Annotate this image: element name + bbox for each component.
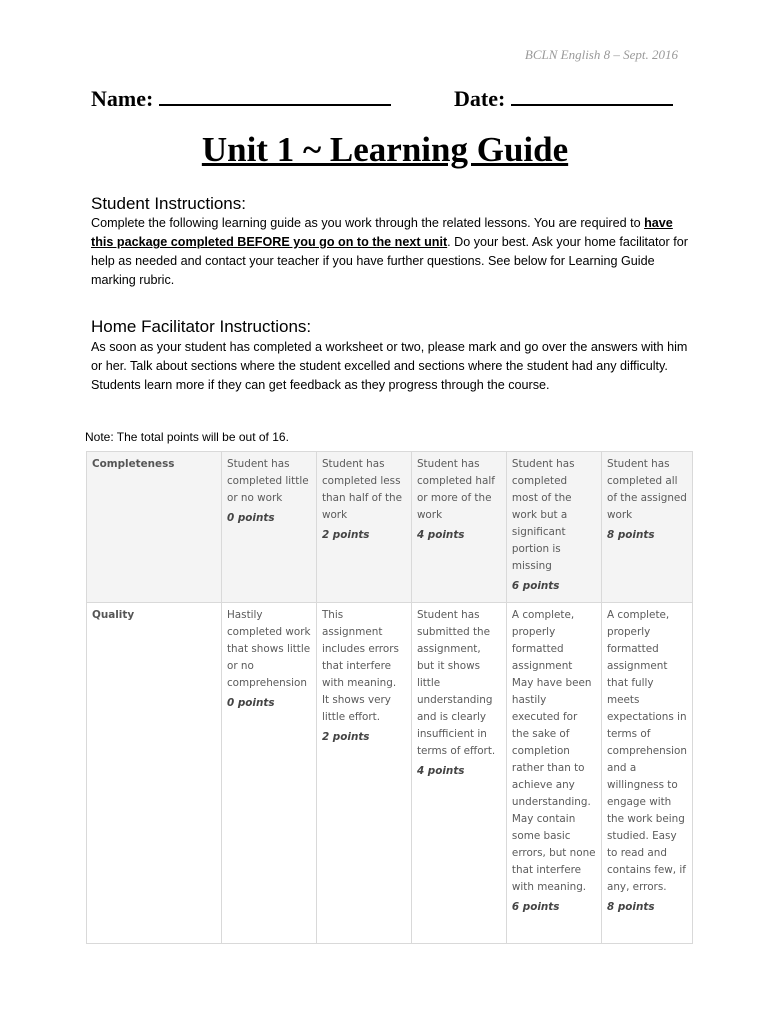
cell-text: Student has completed most of the work but a significant portion is missing	[511, 458, 575, 572]
facilitator-instructions-text: As soon as your student has completed a worksheet or two, please mark and go over the answers with him or her. Talk about sections where the student excelled and sections where the student had any difficulty. Students learn more if they can get feedback as they progress through the course.	[91, 340, 688, 392]
cell-points: 6 points	[511, 580, 560, 592]
rubric-cell	[601, 603, 692, 944]
student-instructions-text	[91, 214, 691, 290]
cell-text: A complete, properly formatted assignment that fully meets expectations in terms of comprehension and a willingness to engage with the work being studied. Easy to read and contains few, if any, errors.	[606, 609, 687, 893]
rubric-row-completeness	[87, 452, 693, 603]
page-title: Unit 1 ~ Learning Guide	[201, 130, 569, 169]
criterion-label: Quality	[87, 603, 222, 944]
rubric-cell	[316, 452, 411, 603]
rubric-cell	[316, 603, 411, 944]
rubric-cell	[221, 452, 316, 603]
cell-points: 8 points	[606, 901, 655, 913]
course-header: BCLN English 8 – Sept. 2016	[524, 47, 678, 62]
cell-text: Student has completed all of the assigned work	[606, 458, 687, 521]
name-field[interactable]	[91, 84, 391, 112]
rubric-cell	[601, 452, 692, 603]
points-note: Note: The total points will be out of 16.	[85, 430, 289, 444]
name-line[interactable]	[159, 84, 391, 106]
rubric-cell	[506, 603, 601, 944]
cell-text: Student has completed half or more of the work	[416, 458, 495, 521]
cell-points: 2 points	[321, 731, 370, 743]
rubric-cell	[221, 603, 316, 944]
cell-points: 6 points	[511, 901, 560, 913]
facilitator-instructions-heading: Home Facilitator Instructions:	[91, 317, 312, 336]
cell-points: 0 points	[226, 697, 275, 709]
rubric-table	[86, 451, 693, 944]
cell-points: 8 points	[606, 529, 655, 541]
criterion-label: Completeness	[87, 452, 222, 603]
date-line[interactable]	[511, 84, 673, 106]
cell-points: 4 points	[416, 765, 465, 777]
cell-text: Student has submitted the assignment, but it shows little understanding and is clearly insufficient in terms of effort.	[416, 609, 496, 757]
cell-points: 2 points	[321, 529, 370, 541]
cell-text: A complete, properly formatted assignment May have been hastily executed for the sake of completion rather than to achieve any understanding. May contain some basic errors, but none that interfere with meaning.	[511, 609, 596, 893]
student-text-b: . Do your best. Ask your home facilitator for help as needed and contact your teacher if you have further questions. See below for Learning Guide marking rubric.	[91, 235, 688, 287]
rubric-row-quality	[87, 603, 693, 944]
rubric-cell	[411, 452, 506, 603]
student-instructions-heading: Student Instructions:	[91, 194, 246, 213]
rubric-cell	[506, 452, 601, 603]
rubric-cell	[411, 603, 506, 944]
cell-points: 4 points	[416, 529, 465, 541]
cell-text: This assignment includes errors that interfere with meaning. It shows very little effort.	[321, 609, 399, 723]
cell-points: 0 points	[226, 512, 275, 524]
name-label: Name:	[91, 86, 154, 111]
student-text-a: Complete the following learning guide as you work through the related lessons. You are required to	[91, 216, 645, 230]
cell-text: Hastily completed work that shows little or no comprehension	[226, 609, 311, 689]
date-label: Date:	[454, 86, 506, 111]
cell-text: Student has completed little or no work	[226, 458, 309, 504]
cell-text: Student has completed less than half of the work	[321, 458, 403, 521]
student-text-bold: have this package completed BEFORE you go on to the next unit	[91, 216, 673, 249]
date-field[interactable]	[454, 84, 673, 112]
